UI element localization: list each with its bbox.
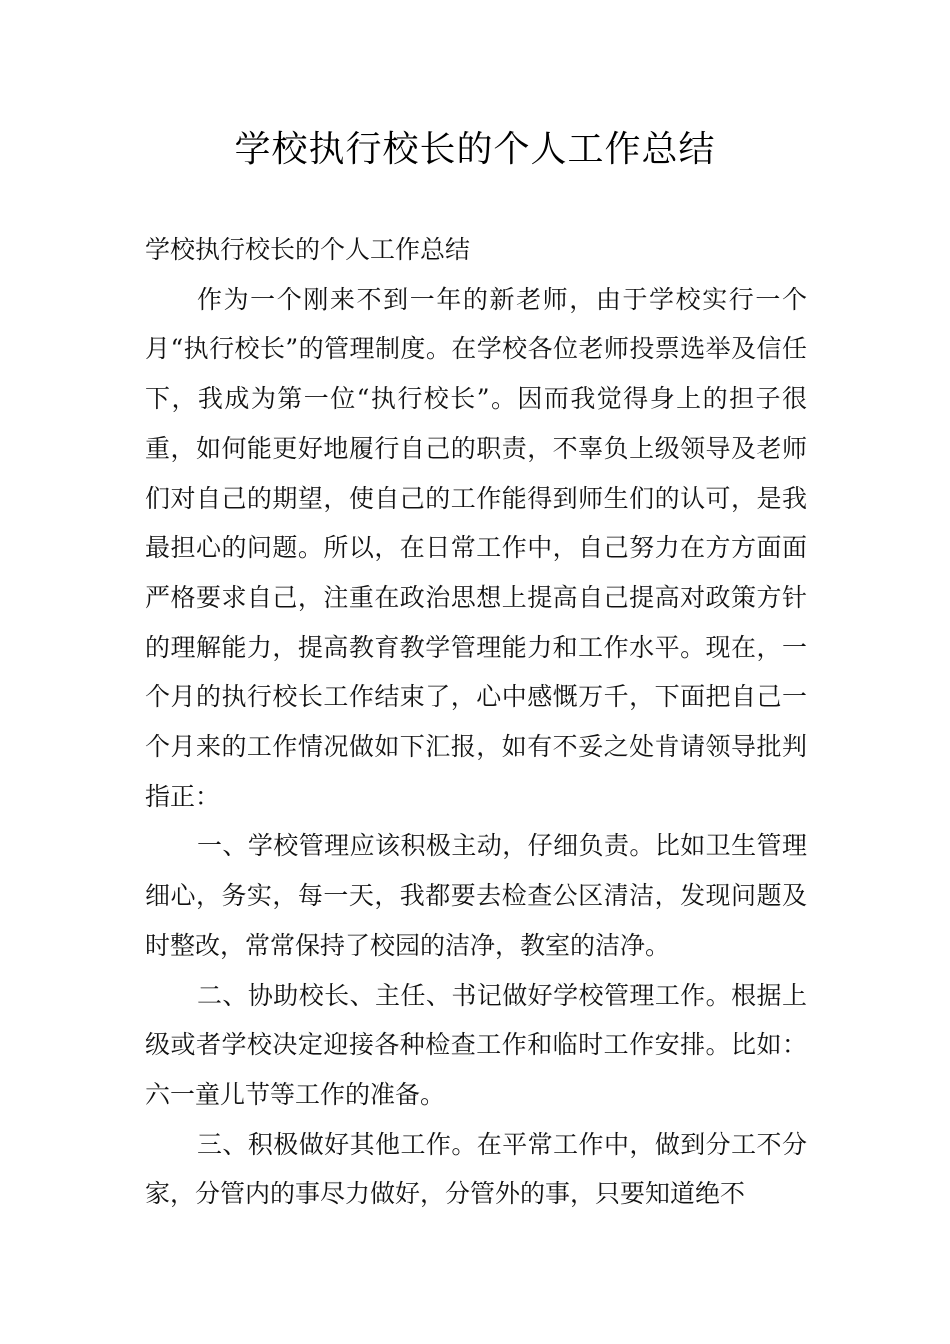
- paragraph-intro: 作为一个刚来不到一年的新老师，由于学校实行一个月“执行校长”的管理制度。在学校各位老师投票选举及信任下，我成为第一位“执行校长”。因而我觉得身上的担子很重，如何能更好地履行自己的职责，不辜负上级领导及老师们对自己的期望，使自己的工作能得到师生们的认可，是我最担心的问题。所以，在日常工作中，自己努力在方方面面严格要求自己，注重在政治思想上提高自己提高对政策方针的理解能力，提高教育教学管理能力和工作水平。现在，一个月的执行校长工作结束了，心中感慨万千，下面把自己一个月来的工作情况做如下汇报，如有不妥之处肯请领导批判指正：: [145, 284, 807, 811]
- document-title: 学校执行校长的个人工作总结: [234, 129, 716, 170]
- document-subtitle: 学校执行校长的个人工作总结: [145, 235, 471, 264]
- paragraph-item-2: 二、协助校长、主任、书记做好学校管理工作。根据上级或者学校决定迎接各种检查工作和临时工作安排。比如：六一童儿节等工作的准备。: [145, 980, 807, 1109]
- paragraph-item-1: 一、学校管理应该积极主动，仔细负责。比如卫生管理细心，务实，每一天，我都要去检查公区清洁，发现问题及时整改，常常保持了校园的洁净，教室的洁净。: [145, 831, 807, 960]
- paragraph-item-3: 三、积极做好其他工作。在平常工作中，做到分工不分家，分管内的事尽力做好，分管外的事，只要知道绝不: [145, 1129, 807, 1209]
- document-body: [145, 225, 807, 1219]
